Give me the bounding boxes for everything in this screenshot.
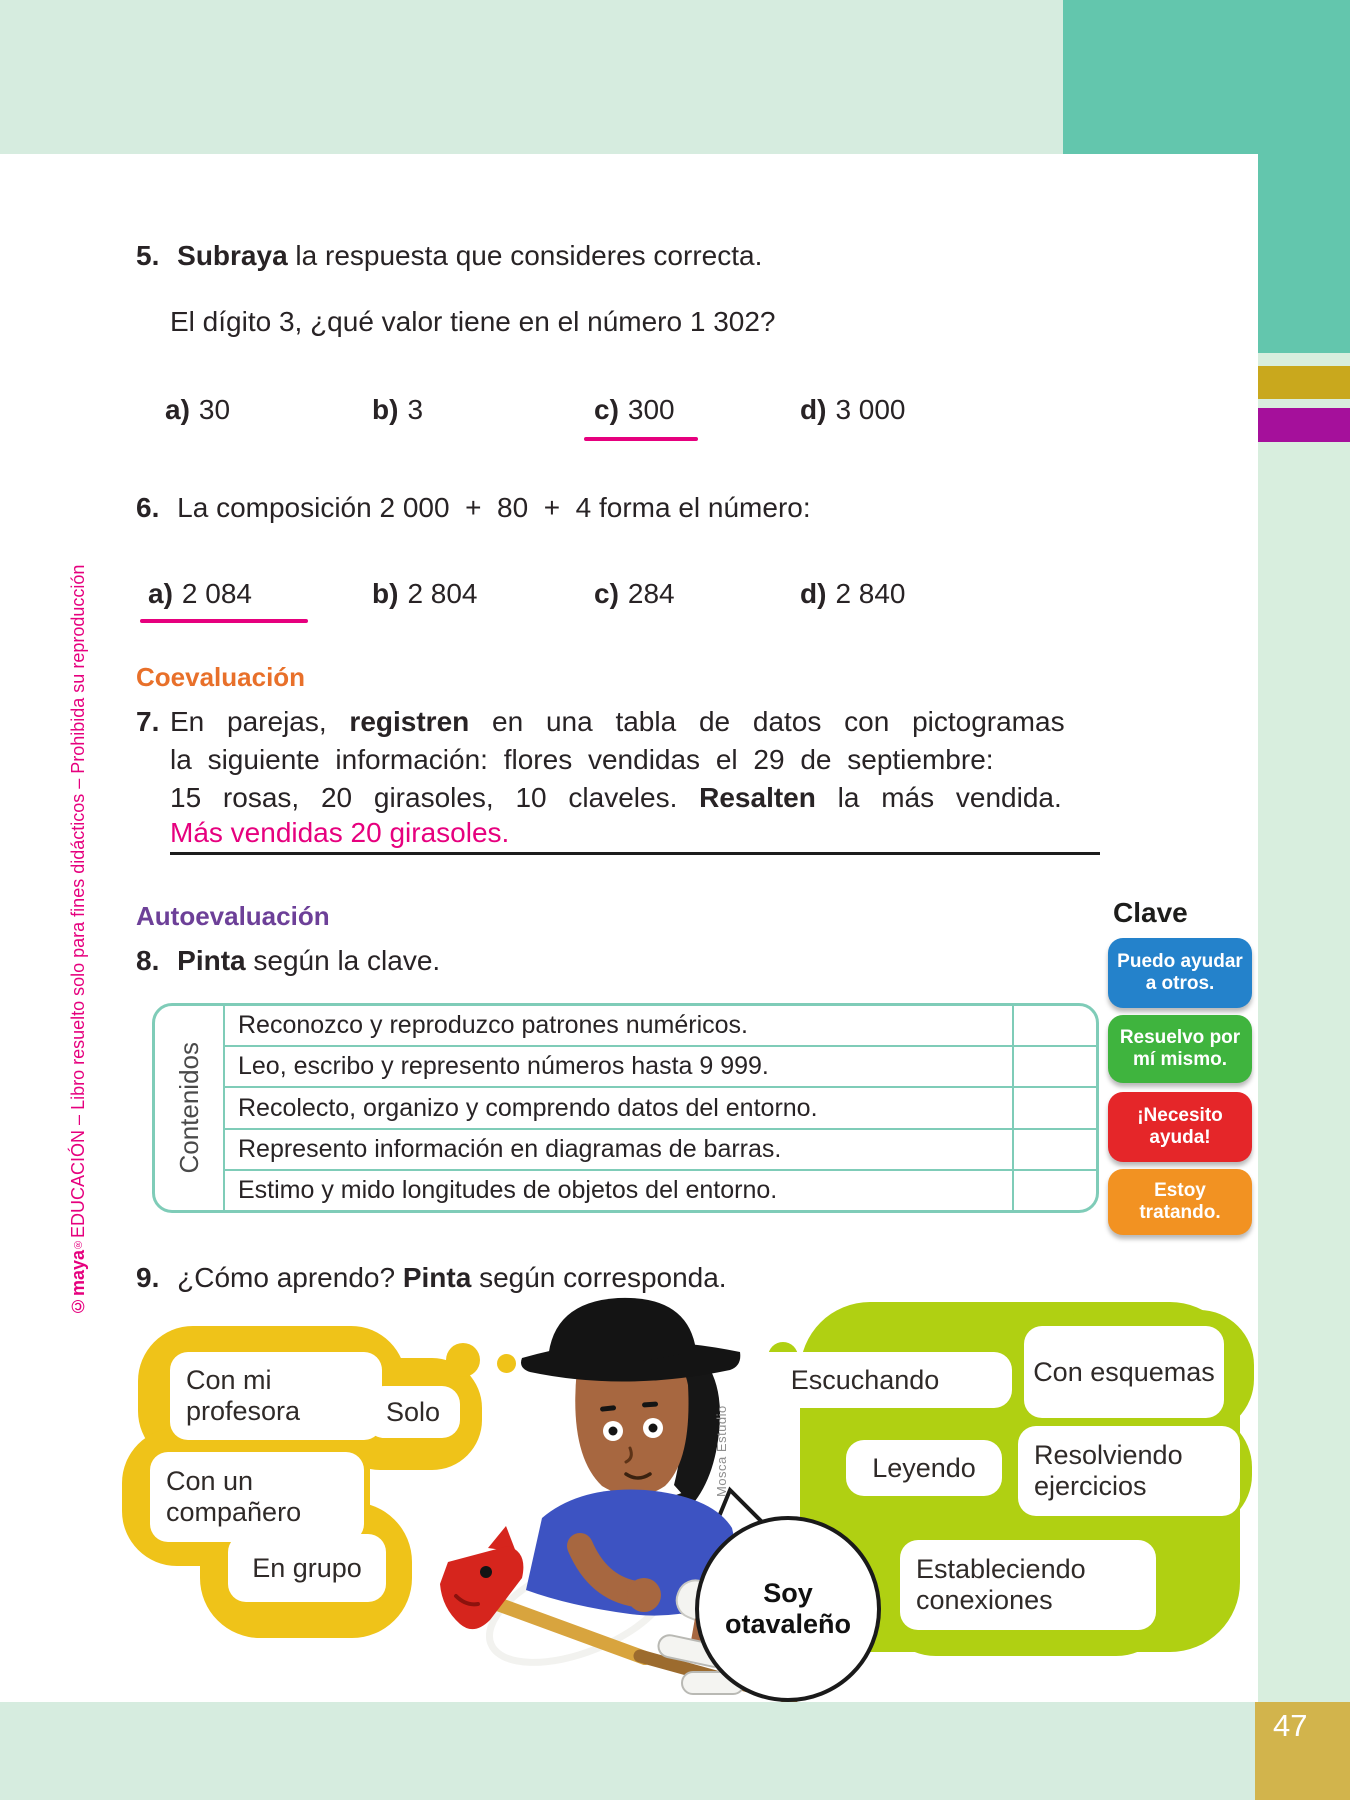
question-5-line [136,240,762,272]
option-6c-label: c) [594,578,619,609]
right-strip-mint-gap [1258,399,1350,408]
question-5-prompt: El dígito 3, ¿qué valor tiene en el número 1 302? [170,306,776,337]
autoevaluacion-heading: Autoevaluación [136,901,330,931]
question-8-line: 8. Pinta según la clave. [136,945,441,976]
mode-box-con-esquemas[interactable]: Con esquemas [1024,1326,1224,1418]
question-5-verb: Subraya [177,240,288,271]
question-6-instruction: La composición 2 000 + 80 + 4 forma el número: [177,492,811,523]
clave-badge-blue: Puedo ayudar a otros. [1108,938,1252,1008]
mode-box-resolviendo-ejercicios[interactable]: Resolviendo ejercicios [1018,1426,1240,1516]
studio-credit: Mosca Estudio [714,1405,729,1497]
header-band-mint [0,0,1063,154]
right-strip-mint [1258,353,1350,366]
option-5d-value: 3 000 [835,394,906,425]
question-7-number: 7. [136,706,160,737]
question-5-number: 5. [136,240,160,271]
table-row-1-text: Reconozco y reproduzco patrones numéricos. [238,1011,748,1040]
option-5b-value: 3 [407,394,424,425]
option-6d-value: 2 840 [835,578,906,609]
boy-hat-crown [548,1298,696,1363]
option-5b[interactable] [372,394,423,426]
clave-badge-red: ¡Necesito ayuda! [1108,1092,1252,1162]
speech-line-1: Soy [763,1578,813,1608]
option-6a-value: 2 084 [181,578,252,609]
contenidos-label: Contenidos [173,1042,204,1174]
table-row [225,1130,1096,1171]
paint-cell-2[interactable] [1012,1047,1096,1086]
option-5c[interactable] [594,394,675,426]
contenidos-column [155,1006,225,1210]
option-5a-label: a) [165,394,190,425]
option-6c[interactable] [594,578,675,610]
question-6-number: 6. [136,492,160,523]
mode-box-estableciendo-conexiones[interactable]: Estableciendo conexiones [900,1540,1156,1630]
right-strip-gold [1258,366,1350,399]
horse-head [440,1546,523,1629]
speech-line-2: otavaleño [724,1609,852,1639]
coevaluacion-heading: Coevaluación [136,662,306,692]
question-7-line1: En parejas, registren en una tabla de datos con pictogramas [170,706,1065,737]
option-6b-value: 2 804 [407,578,478,609]
table-row [225,1006,1096,1047]
paint-cell-5[interactable] [1012,1171,1096,1210]
clave-title: Clave [1113,897,1188,928]
mode-box-con-un-companero[interactable]: Con un compañero [150,1452,364,1542]
question-9-number: 9. [136,1262,160,1293]
answer-rule [170,852,1100,855]
question-5-instruction: la respuesta que consideres correcta. [287,240,763,271]
mode-box-leyendo[interactable]: Leyendo [846,1440,1002,1496]
mode-box-escuchando[interactable]: Escuchando [718,1352,1012,1408]
underline-option-6a [140,619,308,623]
mode-box-en-grupo[interactable]: En grupo [228,1534,386,1602]
question-7-line3: 15 rosas, 20 girasoles, 10 claveles. Resalten la más vendida. [170,782,1062,813]
option-5d[interactable] [800,394,906,426]
paint-cell-4[interactable] [1012,1130,1096,1169]
paint-cell-3[interactable] [1012,1088,1096,1127]
table-row-5-text: Estimo y mido longitudes de objetos del entorno. [238,1175,778,1204]
page-number: 47 [1273,1708,1308,1743]
option-6d-label: d) [800,578,827,609]
self-evaluation-table [152,1003,1099,1213]
question-7-line2: la siguiente información: flores vendidas el 29 de septiembre: [170,744,994,775]
copyright-text: EDUCACIÓN – Libro resuelto solo para fines didácticos – Prohibida su reproducción [68,564,88,1238]
boy-hand [627,1578,661,1612]
option-5b-label: b) [372,394,399,425]
page-number-block [1255,1702,1350,1800]
option-6b-label: b) [372,578,399,609]
option-5c-label: c) [594,394,619,425]
question-8-number: 8. [136,945,160,976]
option-5a[interactable] [165,394,230,426]
footer-band-mint [0,1702,1350,1800]
right-strip-magenta [1258,408,1350,442]
mode-box-solo[interactable]: Solo [366,1386,460,1438]
option-6c-value: 284 [627,578,675,609]
mode-box-con-mi-profesora[interactable]: Con mi profesora [170,1352,382,1440]
question-6-line [136,492,811,524]
speech-bubble [695,1516,881,1702]
table-row [225,1171,1096,1210]
table-row [225,1088,1096,1129]
option-6b[interactable] [372,578,478,610]
paint-cell-1[interactable] [1012,1006,1096,1045]
option-6a-label: a) [148,578,173,609]
underline-option-5c [584,437,698,441]
copyright-sidebar [68,452,89,1316]
horse-eye [480,1566,492,1578]
table-row-3-text: Recolecto, organizo y comprendo datos del entorno. [238,1093,818,1122]
clave-badge-green: Resuelvo por mí mismo. [1108,1015,1252,1083]
option-5c-value: 300 [627,394,675,425]
option-5d-label: d) [800,394,827,425]
option-5a-value: 30 [198,394,231,425]
question-9-line: 9. ¿Cómo aprendo? Pinta según corresponda. [136,1262,727,1293]
table-row-2-text: Leo, escribo y represento números hasta 9 999. [238,1052,769,1081]
table-row-4-text: Represento información en diagramas de barras. [238,1134,782,1163]
right-strip-mint-long [1258,442,1350,1702]
option-6d[interactable] [800,578,906,610]
registered-mark: ® [72,1237,84,1250]
table-row [225,1047,1096,1088]
option-6a[interactable] [148,578,252,610]
publisher-logo-text: ©maya [68,1249,88,1316]
clave-badge-orange: Estoy tratando. [1108,1169,1252,1235]
question-7-answer: Más vendidas 20 girasoles. [170,817,510,848]
